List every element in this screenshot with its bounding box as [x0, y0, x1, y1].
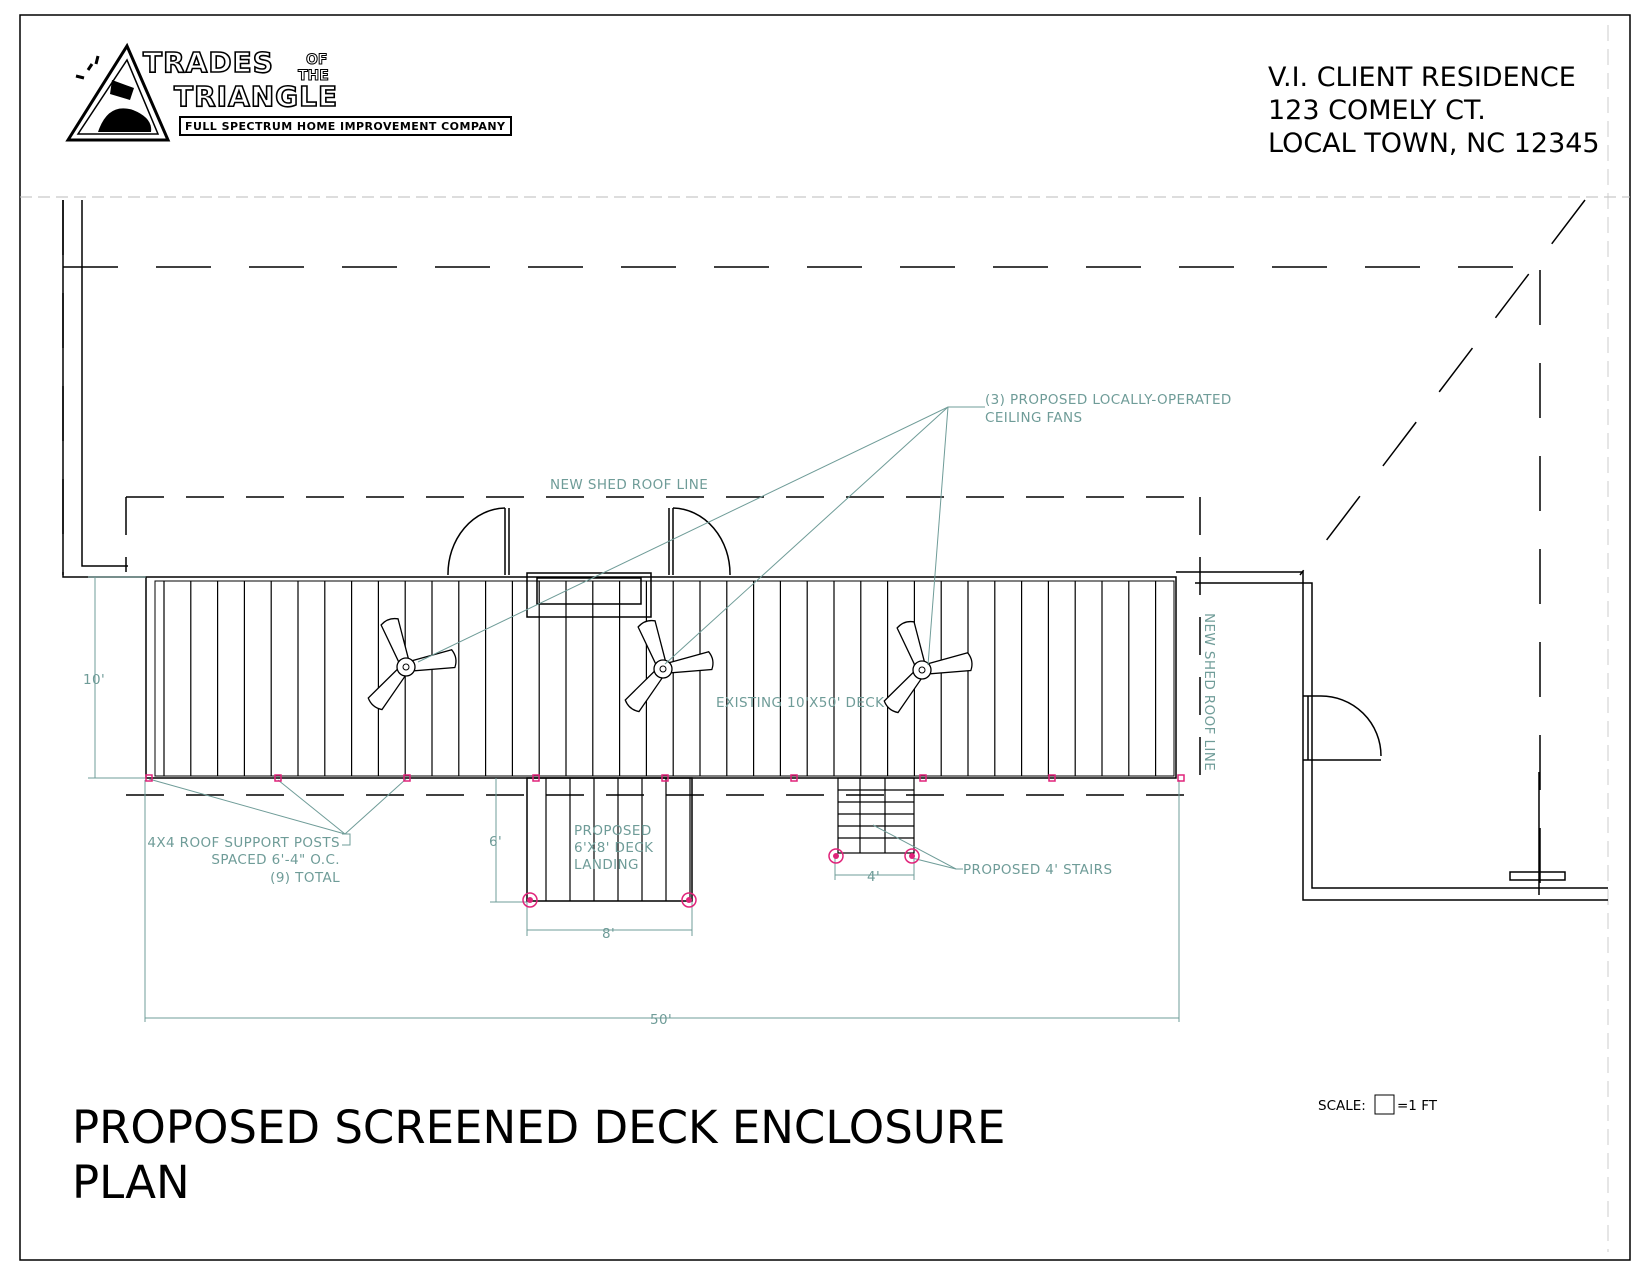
ceiling-fan-icon: [367, 616, 458, 711]
scale-indicator: [1318, 1095, 1438, 1114]
plan-title-line1: PROPOSED SCREENED DECK ENCLOSURE: [72, 1101, 1006, 1154]
sheet-border: [20, 15, 1630, 1260]
dim-landing-width: 8': [602, 926, 616, 942]
proposed-stairs: [838, 778, 914, 853]
new-shed-roof-outline: [126, 497, 1200, 795]
dim-landing-depth: 6': [489, 834, 503, 850]
fans-note-line1: (3) PROPOSED LOCALLY-OPERATED: [985, 392, 1232, 408]
ceiling-fan-icon: [624, 618, 715, 713]
posts-note-line1: 4X4 ROOF SUPPORT POSTS: [147, 835, 340, 851]
client-address-block: [1268, 62, 1600, 159]
stairs-note: PROPOSED 4' STAIRS: [963, 862, 1113, 878]
dim-stairs-width: 4': [867, 869, 881, 885]
logo-line2: TRIANGLE: [174, 80, 339, 113]
existing-deck-note: EXISTING 10'X50' DECK: [716, 695, 885, 711]
logo-tagline: FULL SPECTRUM HOME IMPROVEMENT COMPANY: [185, 120, 505, 133]
fans-note-line2: CEILING FANS: [985, 410, 1083, 426]
client-city: LOCAL TOWN, NC 12345: [1268, 128, 1600, 159]
plan-title: [72, 1101, 1005, 1209]
scale-prefix: SCALE:: [1318, 1098, 1366, 1114]
footing-marker: [905, 849, 919, 863]
dimension-lines: [88, 577, 1179, 1022]
posts-note-line3: (9) TOTAL: [270, 870, 340, 886]
footing-marker: [682, 893, 696, 907]
dim-deck-length: 50': [650, 1012, 673, 1028]
landing-note-line3: LANDING: [574, 857, 639, 873]
logo-the: THE: [298, 68, 329, 84]
posts-note-line2: SPACED 6'-4" O.C.: [211, 852, 340, 868]
logo-of: OF: [306, 52, 328, 68]
ceiling-fan-icon: [883, 619, 974, 714]
landing-note-line1: PROPOSED: [574, 823, 652, 839]
logo-line1: TRADES: [143, 46, 274, 79]
company-logo: [68, 46, 511, 140]
plan-title-line2: PLAN: [72, 1156, 190, 1209]
roof-line-note-top: NEW SHED ROOF LINE: [550, 477, 709, 493]
footing-marker: [523, 893, 537, 907]
dim-deck-depth: 10': [83, 672, 106, 688]
client-street: 123 COMELY CT.: [1268, 95, 1486, 126]
house-outline: [63, 200, 1608, 900]
landing-note-line2: 6'X8' DECK: [574, 840, 654, 856]
client-name: V.I. CLIENT RESIDENCE: [1268, 62, 1576, 93]
footing-marker: [829, 849, 843, 863]
scale-square: [1375, 1095, 1394, 1114]
scale-suffix: =1 FT: [1397, 1098, 1437, 1114]
roof-line-note-side: NEW SHED ROOF LINE: [1201, 613, 1217, 772]
